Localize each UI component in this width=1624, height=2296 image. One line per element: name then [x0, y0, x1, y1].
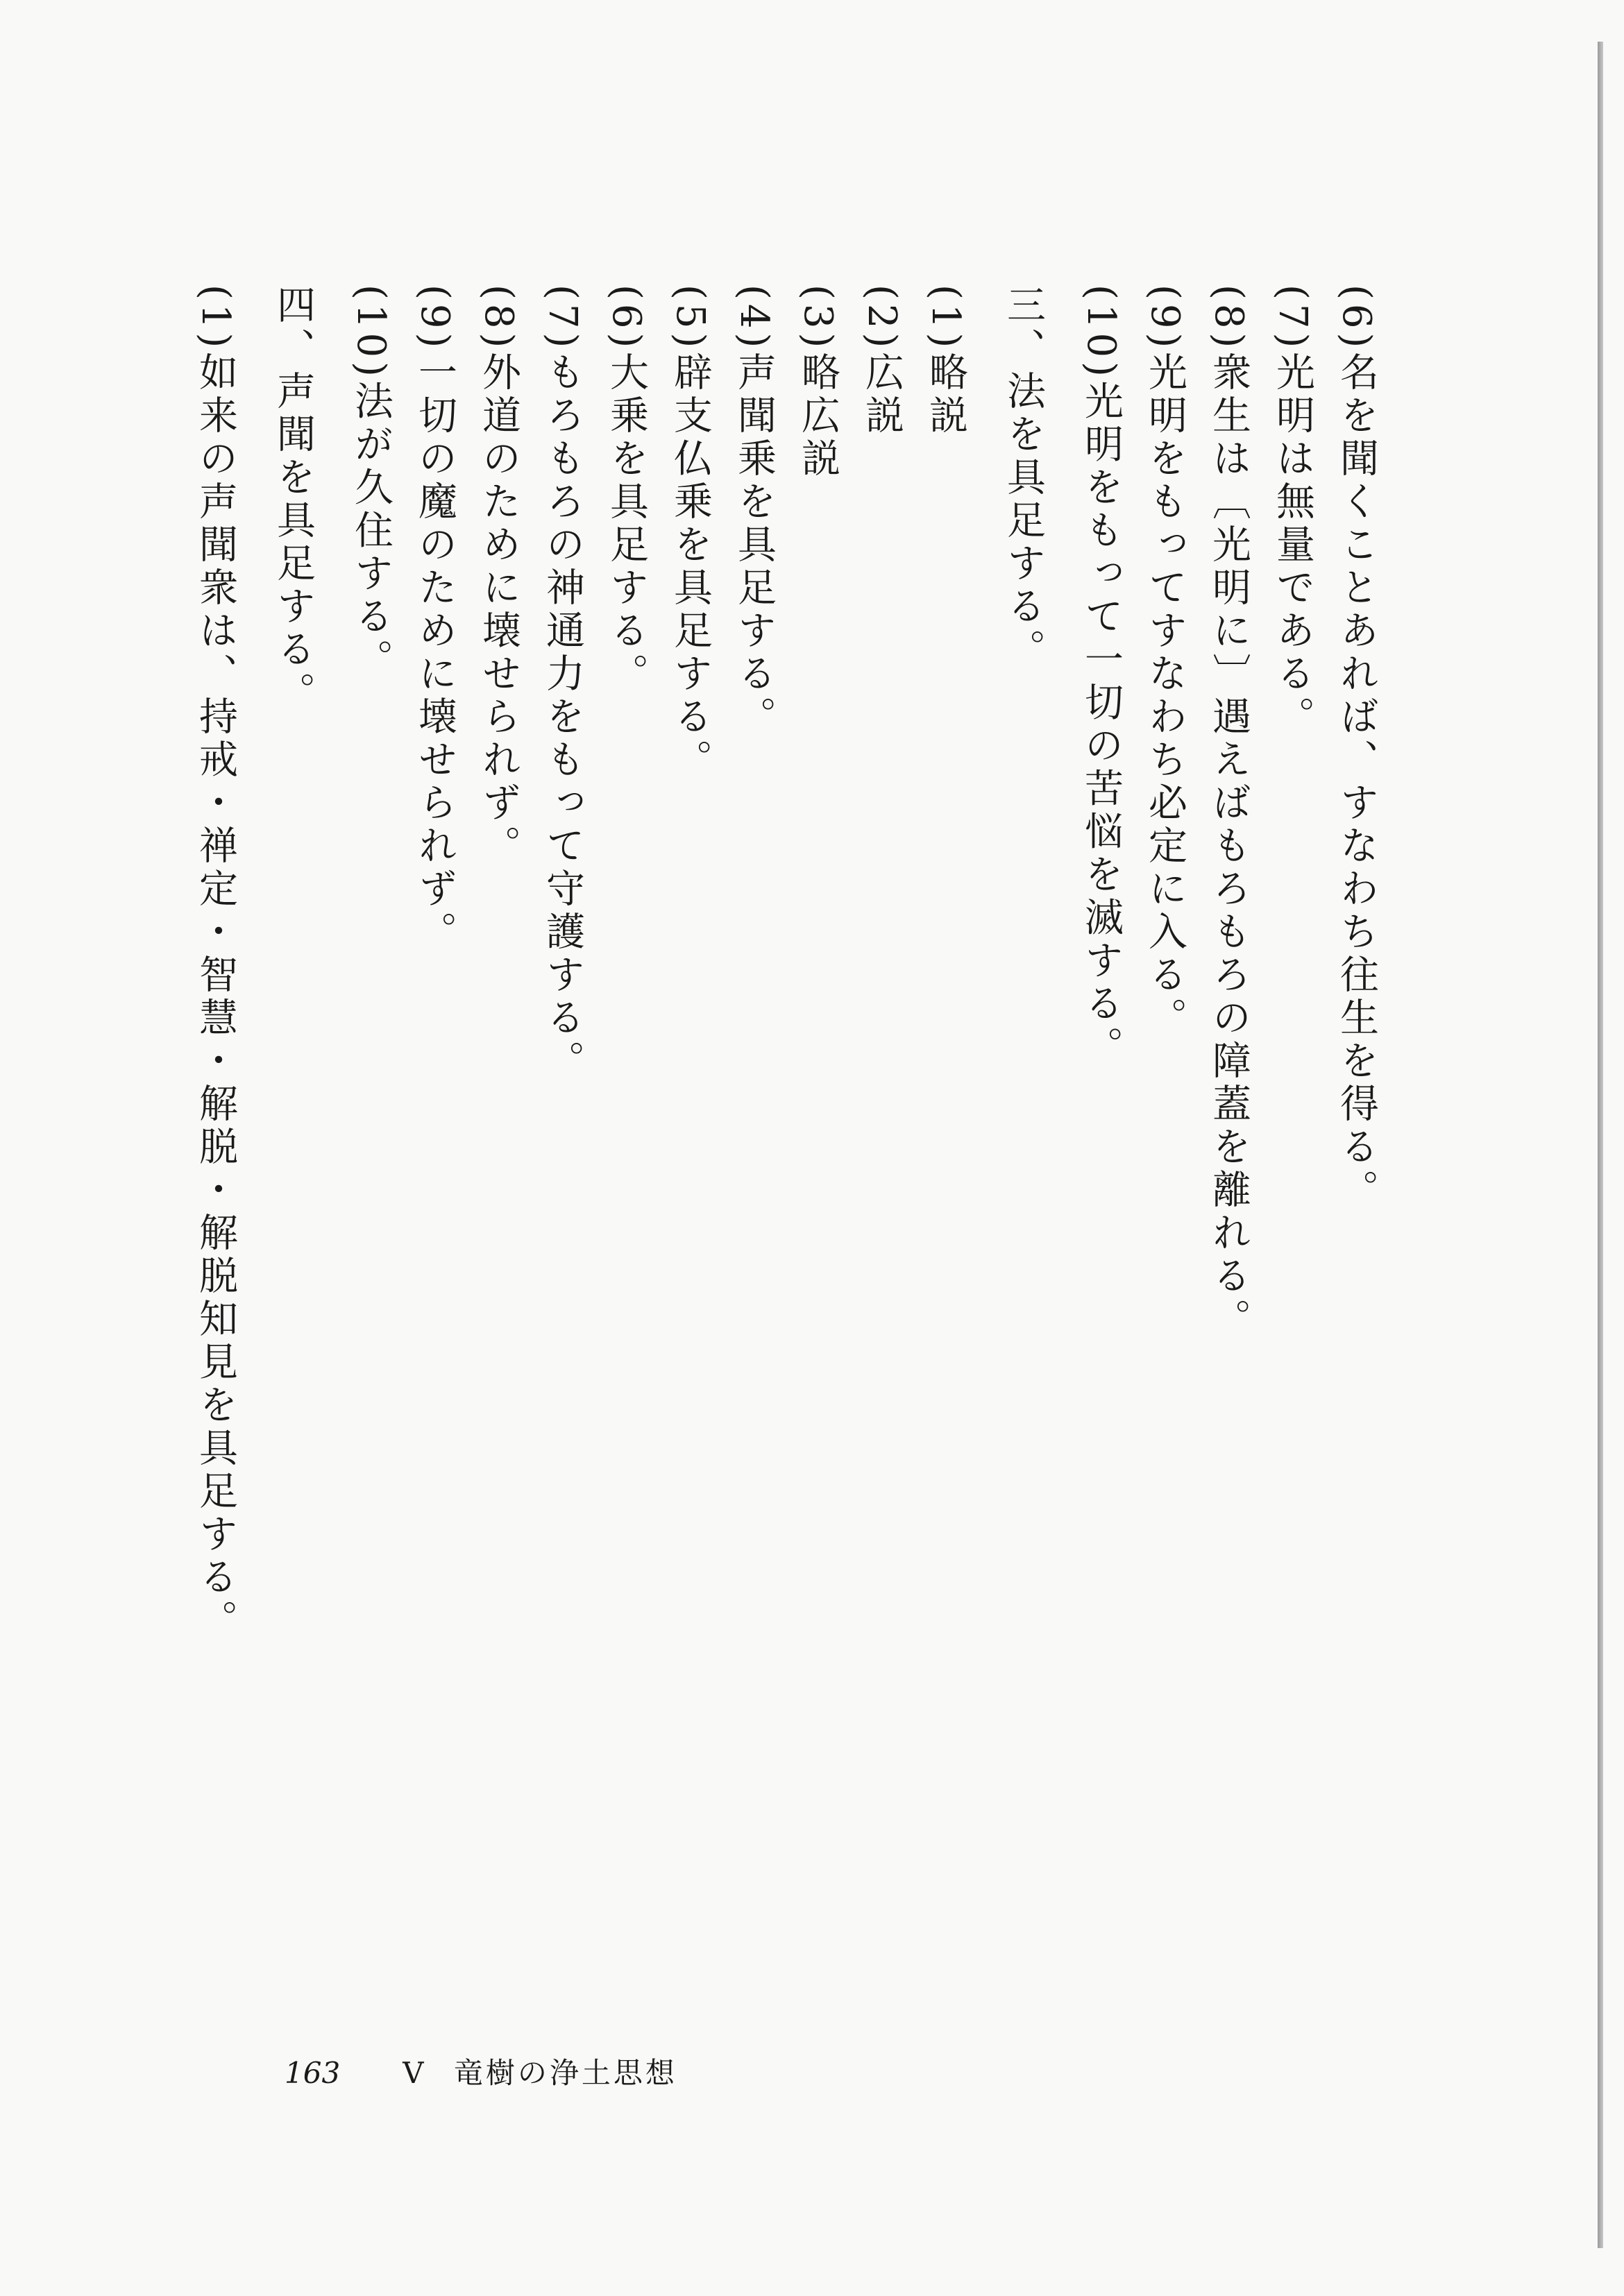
- chapter-mark: V: [403, 2056, 424, 2090]
- text-line: (6)大乗を具足する。: [604, 284, 649, 697]
- chapter-title: 竜樹の浄土思想: [453, 2056, 677, 2090]
- text-line: (3)略広説: [795, 284, 840, 482]
- text-line: (8)衆生は〔光明に〕遇えばもろもろの障蓋を離れる。: [1206, 284, 1251, 1342]
- text-line: (4)声聞乗を具足する。: [731, 284, 777, 740]
- page-number: 163: [285, 2056, 341, 2090]
- text-line: (6)名を聞くことあれば、すなわち往生を得る。: [1334, 284, 1379, 1213]
- page-edge: [1598, 42, 1603, 2248]
- text-line: (10)光明をもって一切の苦悩を滅する。: [1079, 284, 1124, 1069]
- section-heading: 三、法を具足する。: [1001, 284, 1046, 672]
- chapter-heading: [403, 2050, 677, 2092]
- vertical-text-block: [139, 284, 1388, 2089]
- text-line: (9)光明をもってすなわち必定に入る。: [1142, 284, 1187, 1041]
- page-footer: [285, 2050, 677, 2092]
- text-line: (1)略説: [923, 284, 968, 439]
- section-heading: 四、声聞を具足する。: [271, 284, 316, 715]
- text-line: (7)光明は無量である。: [1270, 284, 1315, 740]
- text-line: (1)如来の声聞衆は、持戒・禅定・智慧・解脱・解脱知見を具足する。: [193, 284, 238, 1643]
- text-line: (2)広説: [859, 284, 904, 439]
- text-line: (5)辟支仏乗を具足する。: [668, 284, 713, 783]
- text-line: (10)法が久住する。: [348, 284, 394, 682]
- text-line: (7)もろもろの神通力をもって守護する。: [540, 284, 585, 1084]
- text-line: (9)一切の魔のために壊せられず。: [412, 284, 457, 955]
- text-line: (8)外道のために壊せられず。: [476, 284, 521, 869]
